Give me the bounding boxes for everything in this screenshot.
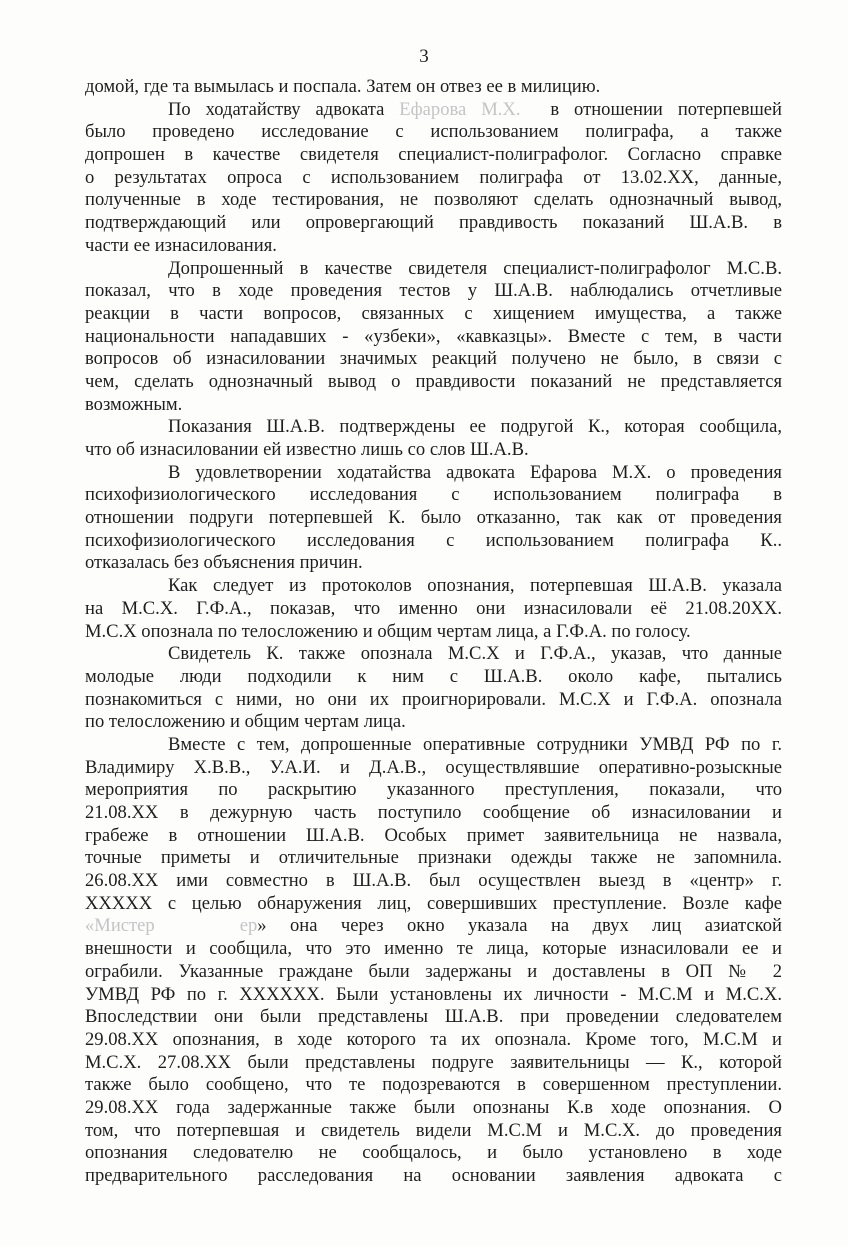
document-body [85, 76, 782, 1188]
text-segment: полученные в ходе тестирования, не позволяют сделать однозначный вывод, [85, 189, 782, 211]
text-segment: отказалась без объяснения причин. [85, 552, 363, 574]
text-line [85, 1006, 782, 1029]
text-segment: ограбили. Указанные граждане были задержаны и доставлены в ОП № 2 [85, 960, 782, 982]
text-segment: подтверждающий или опровергающий правдивость показаний Ш.А.В. в [85, 212, 782, 234]
text-line [85, 484, 782, 507]
text-line [85, 1074, 782, 1097]
text-line [85, 1165, 782, 1188]
text-segment: Показания Ш.А.В. подтверждены ее подругой К., которая сообщила, [168, 416, 782, 438]
text-segment: психофизиологического исследования с использованием полиграфа К.. [85, 529, 782, 551]
text-segment: части ее изнасилования. [85, 234, 277, 256]
text-line [85, 938, 782, 961]
text-segment: Как следует из протоколов опознания, потерпевшая Ш.А.В. указала [168, 575, 782, 597]
text-segment: национальности нападавших - «узбеки», «кавказцы». Вместе с тем, в части [85, 325, 782, 347]
text-line [85, 189, 782, 212]
text-line [85, 802, 782, 825]
text-line [85, 1097, 782, 1120]
text-segment: реакции в части вопросов, связанных с хищением имущества, а также [85, 302, 782, 324]
text-segment: По ходатайству адвоката [168, 98, 400, 120]
text-segment: предварительного расследования на основании заявления адвоката с [85, 1165, 782, 1186]
text-segment: было проведено исследование с использованием полиграфа, а также [85, 121, 782, 143]
text-segment: ХХХХХ с целью обнаружения лиц, совершивших преступление. Возле кафе [85, 892, 782, 914]
paragraph-7 [85, 643, 782, 734]
paragraph-4 [85, 416, 782, 461]
text-segment: грабеже в отношении Ш.А.В. Особых примет заявительница не назвала, [85, 824, 782, 846]
text-line [85, 326, 782, 349]
text-line [85, 303, 782, 326]
text-segment: психофизиологического исследования с использованием полиграфа в [85, 484, 782, 506]
text-line [85, 893, 782, 916]
text-line [85, 689, 782, 712]
text-line [85, 575, 782, 598]
text-line [85, 1120, 782, 1143]
text-line [85, 167, 782, 190]
text-segment: отношении подруги потерпевшей К. было отказанно, так как от проведения [85, 507, 782, 529]
text-segment: молодые люди подходили к ним с Ш.А.В. около кафе, пытались [85, 665, 782, 687]
text-line [85, 825, 782, 848]
text-segment: вопросов об изнасиловании значимых реакций получено не было, в связи с [85, 348, 782, 370]
text-line [85, 212, 782, 235]
redacted-faded-text: ер [239, 915, 258, 937]
text-line [85, 99, 782, 122]
text-segment: по телосложению и общим чертам лица. [85, 711, 406, 733]
paragraph-2 [85, 99, 782, 258]
text-line [85, 779, 782, 802]
text-segment: опознания следователю не сообщалось, и было установлено в ходе [85, 1142, 782, 1164]
text-line [85, 734, 782, 757]
text-segment: познакомиться с ними, но они их проигнорировали. М.С.Х и Г.Ф.А. опознала [85, 688, 782, 710]
text-segment: М.С.Х. 27.08.ХХ были представлены подруге заявительницы — К., которой [85, 1051, 782, 1073]
text-line [85, 416, 782, 439]
text-segment: показал, что в ходе проведения тестов у Ш.А.В. наблюдались отчетливые [85, 280, 782, 302]
text-segment: Впоследствии они были представлены Ш.А.В. при проведении следователем [85, 1006, 782, 1028]
text-line [85, 258, 782, 281]
text-segment: точные приметы и отличительные признаки одежды также не запомнила. [85, 847, 782, 869]
text-line [85, 757, 782, 780]
text-segment: на М.С.Х. Г.Ф.А., показав, что именно они изнасиловали её 21.08.20ХХ. [85, 597, 782, 619]
text-line [85, 870, 782, 893]
paragraph-3 [85, 258, 782, 417]
text-line [85, 280, 782, 303]
text-line [85, 711, 782, 734]
text-segment: 29.08.ХХ года задержанные также были опознаны К.в ходе опознания. О [85, 1096, 782, 1118]
redacted-faded-text: «Мистер [85, 915, 155, 937]
text-segment: мероприятия по раскрытию указанного преступления, показали, что [85, 779, 782, 801]
text-line [85, 371, 782, 394]
text-segment: 26.08.ХХ ими совместно в Ш.А.В. был осуществлен выезд в «центр» г. [85, 870, 782, 892]
text-segment: что об изнасиловании ей известно лишь со слов Ш.А.В. [85, 439, 529, 460]
text-line [85, 462, 782, 485]
text-line [85, 621, 782, 644]
text-segment: » она через окно указала на двух лиц азиатской [257, 915, 782, 937]
text-line [85, 598, 782, 621]
text-segment: Вместе с тем, допрошенные оперативные сотрудники УМВД РФ по г. [168, 733, 782, 755]
text-line [85, 439, 782, 462]
text-segment: Допрошенный в качестве свидетеля специалист-полиграфолог М.С.В. [168, 257, 782, 279]
text-segment: чем, сделать однозначный вывод о правдивости показаний не представляется [85, 370, 782, 392]
text-line [85, 984, 782, 1007]
redacted-faded-text: Ефарова М.Х. [399, 98, 521, 120]
text-line [85, 76, 782, 99]
text-segment: допрошен в качестве свидетеля специалист-полиграфолог. Согласно справке [85, 144, 782, 166]
text-segment: 21.08.ХХ в дежурную часть поступило сообщение об изнасиловании и [85, 802, 782, 823]
text-line [85, 144, 782, 167]
paragraph-1 [85, 76, 782, 99]
text-line [85, 235, 782, 258]
text-line [85, 961, 782, 984]
text-line [85, 507, 782, 530]
text-line [85, 1052, 782, 1075]
scanned-document-page [0, 46, 848, 1246]
text-segment: Владимиру Х.В.В., У.А.И. и Д.А.В., осуществлявшие оперативно-розыскные [85, 756, 782, 778]
text-line [85, 847, 782, 870]
page-number: 3 [419, 46, 429, 67]
text-line [85, 121, 782, 144]
text-segment: внешности и сообщила, что это именно те лица, которые изнасиловали ее и [85, 938, 782, 960]
text-segment: о результатах опроса с использованием полиграфа от 13.02.ХХ, данные, [85, 166, 782, 188]
text-line [85, 643, 782, 666]
text-line [85, 530, 782, 553]
text-line [85, 915, 782, 938]
text-line [85, 552, 782, 575]
text-segment: В удовлетворении ходатайства адвоката Ефарова М.Х. о проведения [168, 461, 782, 483]
paragraph-8 [85, 734, 782, 1188]
text-line [85, 348, 782, 371]
text-line [85, 1142, 782, 1165]
text-segment: 29.08.ХХ опознания, в ходе которого та их опознала. Кроме того, М.С.М и [85, 1028, 782, 1050]
text-line [85, 1029, 782, 1052]
paragraph-5 [85, 462, 782, 575]
text-segment: УМВД РФ по г. ХХХХХХ. Были установлены их личности - М.С.М и М.С.Х. [85, 983, 782, 1005]
redaction-gap [155, 930, 240, 931]
text-line [85, 394, 782, 417]
text-segment: том, что потерпевшая и свидетель видели М.С.М и М.С.Х. до проведения [85, 1119, 782, 1141]
text-segment: в отношении потерпевшей [520, 98, 782, 120]
text-segment: Свидетель К. также опознала М.С.Х и Г.Ф.А., указав, что данные [168, 643, 782, 665]
text-segment: домой, где та вымылась и поспала. Затем он отвез ее в милицию. [85, 76, 601, 97]
text-line [85, 666, 782, 689]
paragraph-6 [85, 575, 782, 643]
text-segment: М.С.Х опознала по телосложению и общим чертам лица, а Г.Ф.А. по голосу. [85, 620, 691, 642]
text-segment: также было сообщено, что те подозреваются в совершенном преступлении. [85, 1074, 782, 1096]
text-segment: возможным. [85, 393, 183, 415]
